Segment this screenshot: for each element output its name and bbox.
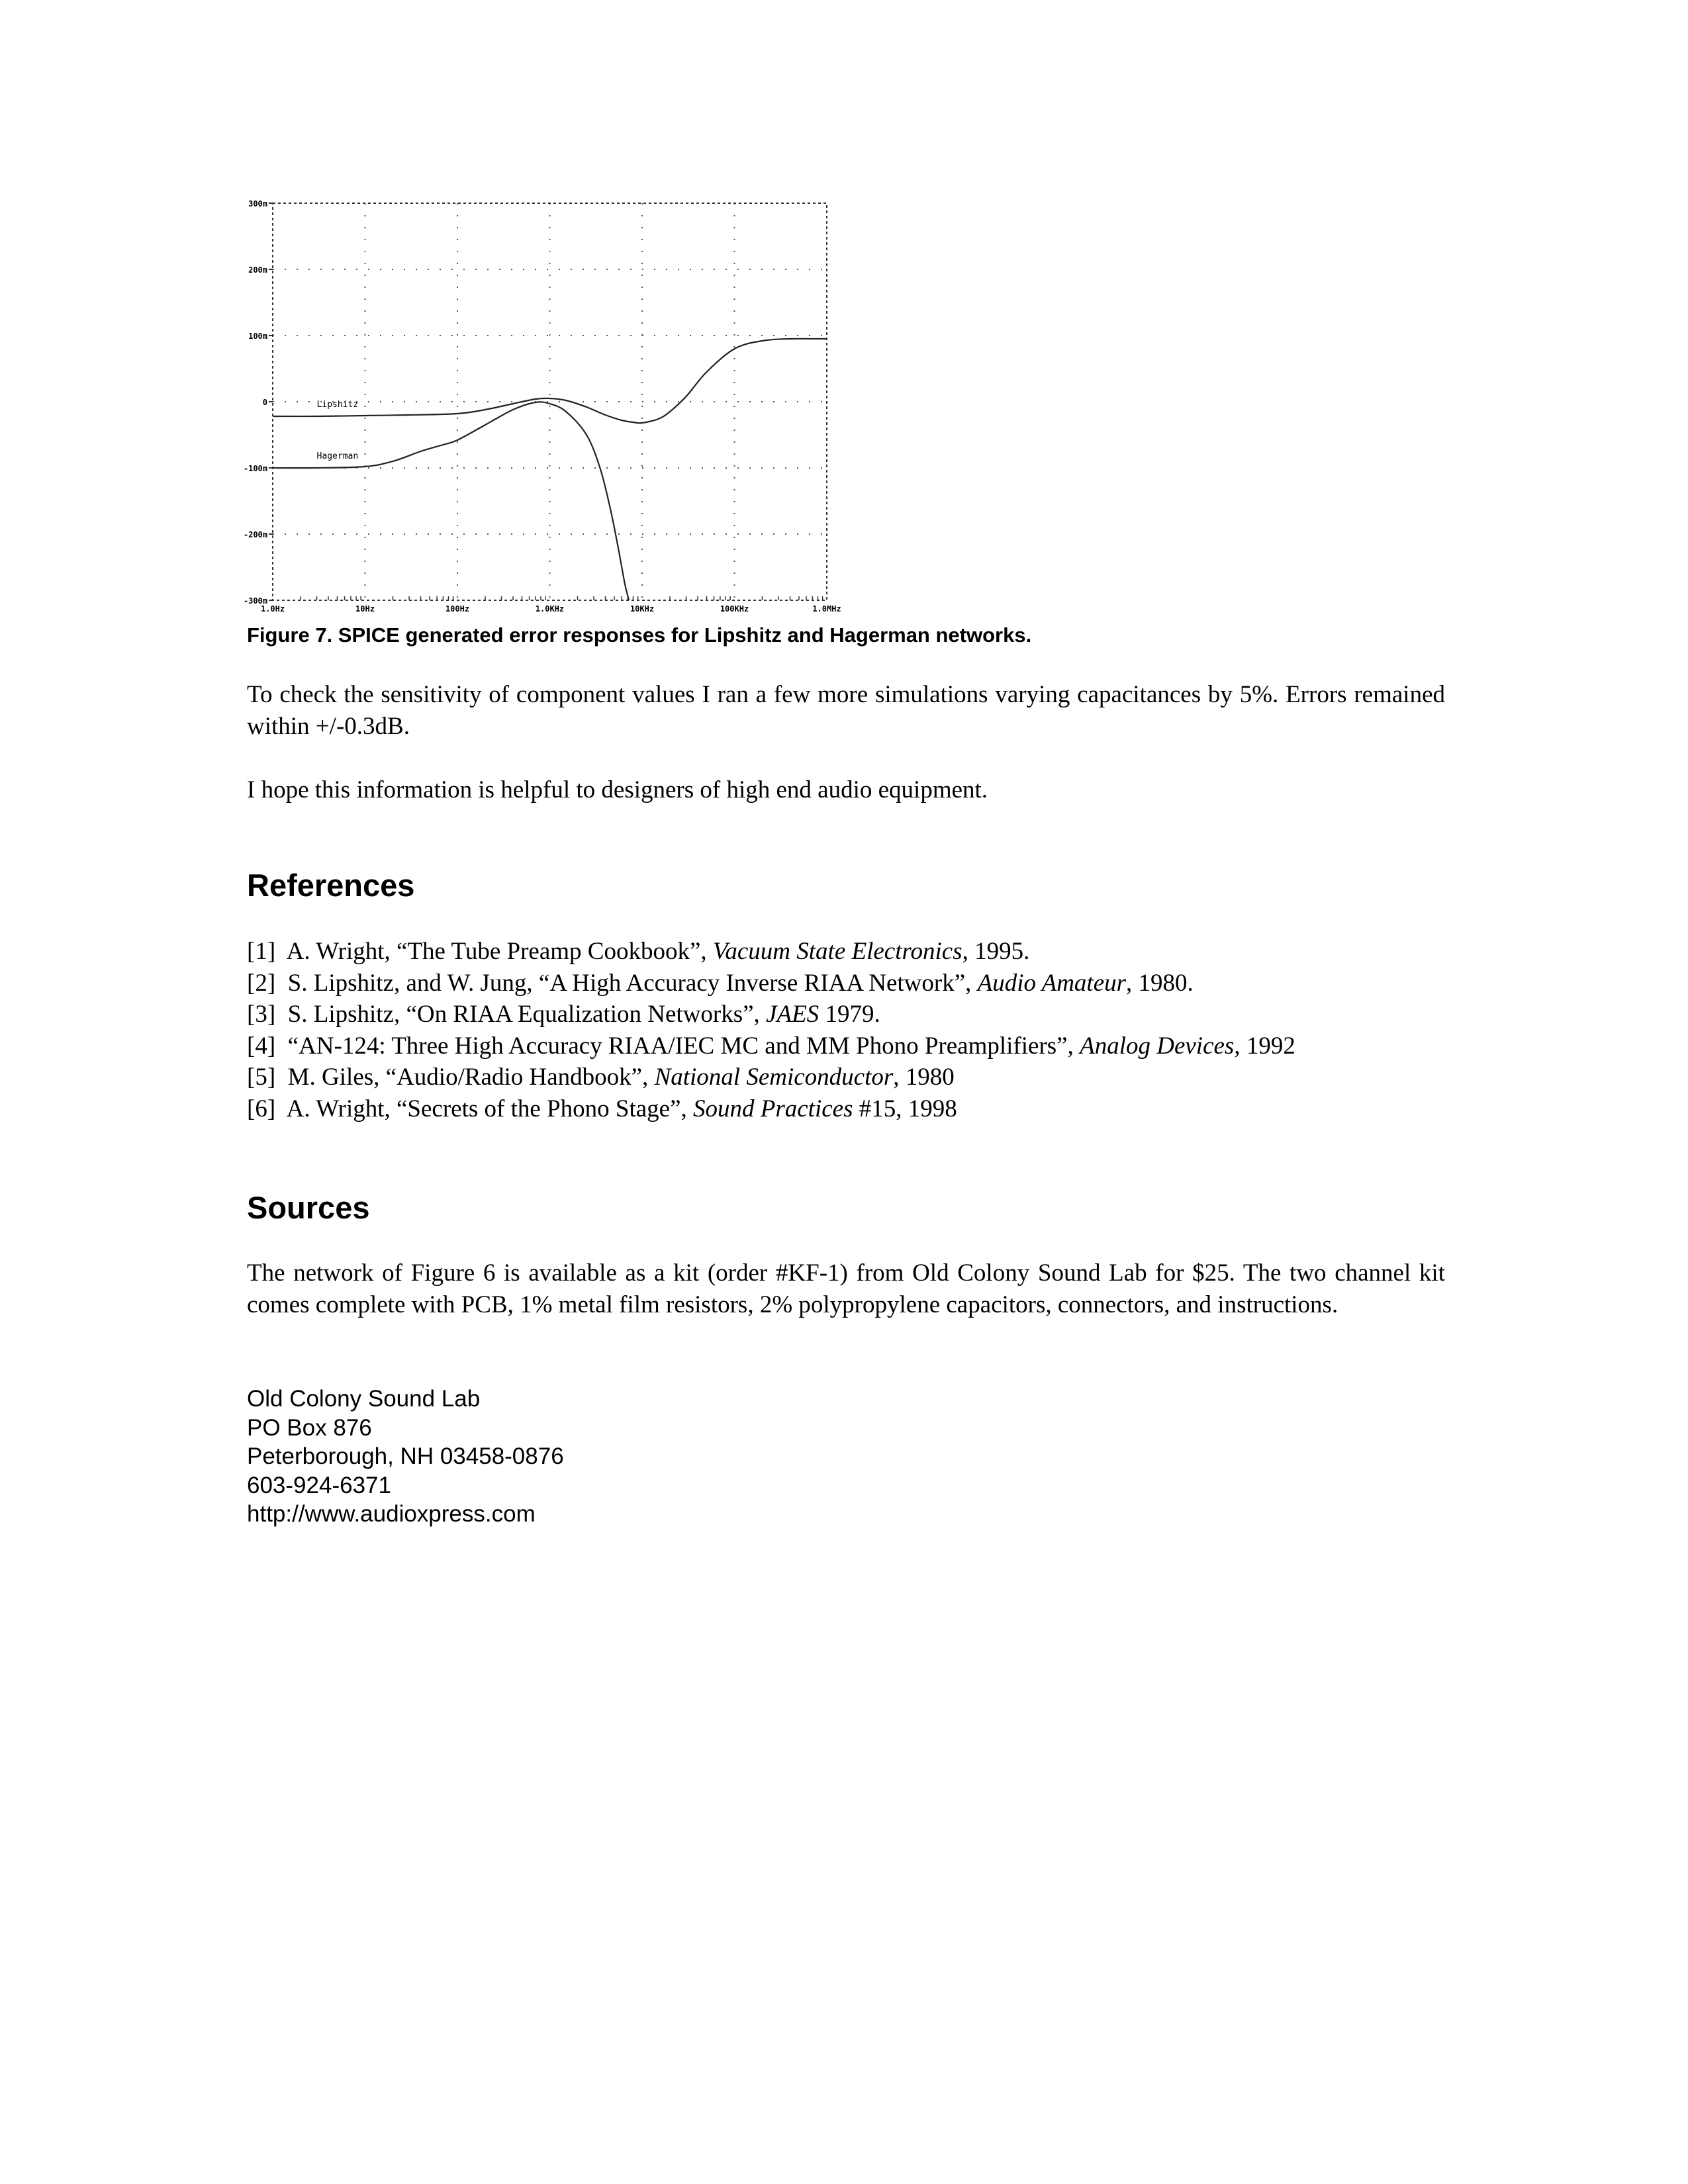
- chart-canvas: [233, 192, 842, 615]
- series-label-hagerman: Hagerman: [316, 451, 359, 461]
- closing-paragraph: I hope this information is helpful to designers of high end audio equipment.: [247, 776, 988, 803]
- address-phone: 603-924-6371: [247, 1472, 391, 1498]
- reference-publisher: Analog Devices: [1080, 1032, 1235, 1060]
- y-tick-label: 100m: [248, 332, 267, 341]
- x-tick-label: 1.0KHz: [535, 604, 565, 614]
- reference-number: [6]: [247, 1095, 276, 1122]
- reference-year: , 1980: [893, 1064, 955, 1091]
- reference-text: A. Wright, “Secrets of the Phono Stage”,: [286, 1095, 693, 1122]
- reference-text: “AN-124: Three High Accuracy RIAA/IEC MC and MM Phono Preamplifiers”,: [287, 1032, 1080, 1060]
- y-tick-label: 300m: [248, 199, 267, 208]
- x-tick-label: 1.0Hz: [260, 604, 285, 614]
- reference-year: #15, 1998: [853, 1095, 957, 1122]
- reference-number: [5]: [247, 1064, 276, 1091]
- error-response-chart: [233, 192, 842, 615]
- reference-item: [247, 999, 1505, 1030]
- reference-year: , 1995.: [962, 938, 1030, 965]
- x-tick-label: 100KHz: [720, 604, 749, 614]
- reference-year: , 1992: [1234, 1032, 1295, 1060]
- reference-text: S. Lipshitz, “On RIAA Equalization Networks”,: [287, 1001, 767, 1028]
- x-tick-label: 100Hz: [445, 604, 470, 614]
- reference-number: [4]: [247, 1032, 276, 1060]
- reference-number: [2]: [247, 969, 276, 997]
- sensitivity-paragraph: To check the sensitivity of component values I ran a few more simulations varying capacitances by 5%. Errors remained within +/-0.3dB.: [247, 681, 1445, 740]
- reference-list: [247, 936, 1505, 1124]
- sources-heading: Sources: [247, 1190, 370, 1225]
- reference-publisher: Vacuum State Electronics: [712, 938, 962, 965]
- series-line-hagerman: [273, 402, 629, 600]
- reference-item: [247, 1093, 1505, 1125]
- figure-caption: Figure 7. SPICE generated error responses for Lipshitz and Hagerman networks.: [247, 623, 1032, 647]
- x-tick-label: 1.0MHz: [812, 604, 841, 614]
- reference-text: S. Lipshitz, and W. Jung, “A High Accuracy Inverse RIAA Network”,: [287, 969, 978, 997]
- reference-text: M. Giles, “Audio/Radio Handbook”,: [287, 1064, 655, 1091]
- reference-publisher: National Semiconductor: [654, 1064, 894, 1091]
- reference-publisher: JAES: [766, 1001, 820, 1028]
- reference-publisher: Sound Practices: [693, 1095, 853, 1122]
- y-tick-label: -300m: [243, 596, 267, 606]
- x-tick-label: 10Hz: [355, 604, 375, 614]
- reference-publisher: Audio Amateur: [977, 969, 1127, 997]
- x-tick-label: 10KHz: [630, 604, 655, 614]
- y-tick-label: 200m: [248, 265, 267, 275]
- reference-number: [3]: [247, 1001, 276, 1028]
- reference-item: [247, 1062, 1505, 1093]
- reference-item: [247, 1030, 1505, 1062]
- y-tick-label: -100m: [243, 464, 267, 473]
- address-company: Old Colony Sound Lab: [247, 1386, 481, 1412]
- reference-item: [247, 936, 1505, 968]
- address-po-box: PO Box 876: [247, 1414, 372, 1441]
- series-label-lipshitz: Lipshitz: [316, 400, 359, 410]
- series-line-lipshitz: [273, 339, 827, 424]
- supplier-address: [247, 1385, 564, 1529]
- address-website: http://www.audioxpress.com: [247, 1501, 536, 1527]
- kit-paragraph: The network of Figure 6 is available as a kit (order #KF-1) from Old Colony Sound Lab for $25. The two channel kit comes complete with PCB, 1% metal film resistors, 2% polypropylene capacitors, connectors, and instructions.: [247, 1259, 1445, 1318]
- reference-year: , 1980.: [1126, 969, 1194, 997]
- reference-year: 1979.: [819, 1001, 880, 1028]
- reference-item: [247, 968, 1505, 999]
- y-tick-label: -200m: [243, 530, 267, 539]
- references-heading: References: [247, 868, 415, 903]
- address-city: Peterborough, NH 03458-0876: [247, 1443, 564, 1469]
- y-tick-label: 0: [262, 398, 267, 407]
- reference-number: [1]: [247, 938, 276, 965]
- reference-text: A. Wright, “The Tube Preamp Cookbook”,: [286, 938, 713, 965]
